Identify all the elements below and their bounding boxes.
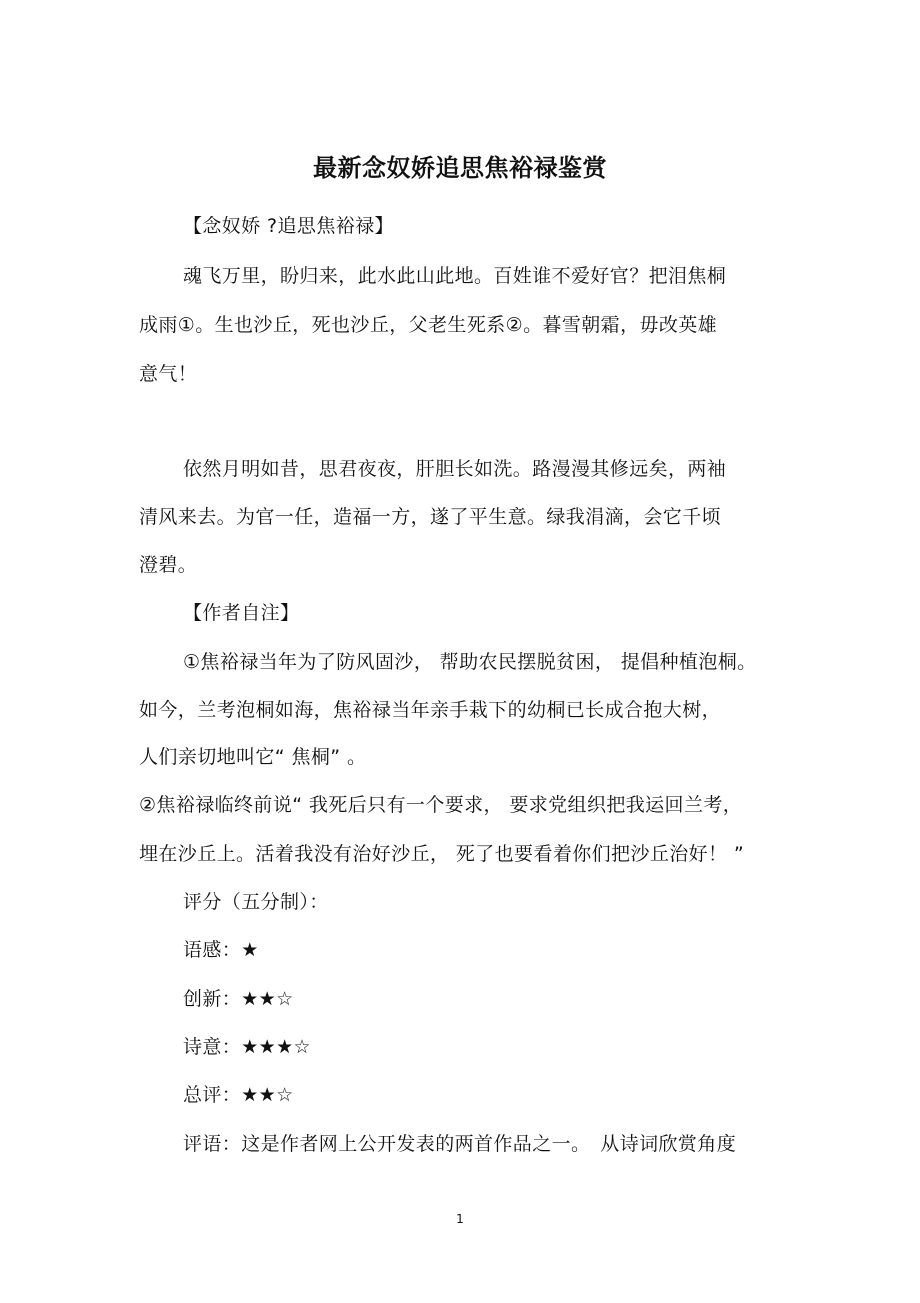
- rating-stars: ★★☆: [241, 988, 294, 1010]
- stanza2-line1: 依然月明如昔，思君夜夜，肝胆长如洗。路漫漫其修远矣，两袖: [183, 458, 727, 480]
- rating-row-overall: [183, 1083, 294, 1107]
- rating-label: 语感：: [183, 939, 242, 961]
- rating-stars: ★★☆: [241, 1084, 294, 1106]
- rating-heading: 评分（五分制）：: [183, 891, 329, 913]
- poem-heading: 【念奴娇 ?追思焦裕禄】: [183, 215, 394, 237]
- notes-heading: 【作者自注】: [183, 602, 300, 624]
- rating-stars: ★★★☆: [241, 1036, 311, 1058]
- document-title: 最新念奴娇追思焦裕禄鉴赏: [313, 154, 607, 182]
- note2-line1: ②焦裕禄临终前说“ 我死后只有一个要求， 要求党组织把我运回兰考，: [139, 794, 743, 816]
- note1-line3: 人们亲切地叫它“ 焦桐” 。: [139, 746, 367, 768]
- note1-line2: 如今，兰考泡桐如海，焦裕禄当年亲手栽下的幼桐已长成合抱大树，: [139, 699, 722, 721]
- rating-row-language: [183, 938, 259, 962]
- rating-label: 诗意：: [183, 1036, 242, 1058]
- rating-row-innovation: [183, 987, 294, 1011]
- rating-label: 创新：: [183, 988, 242, 1010]
- rating-row-poetic: [183, 1035, 311, 1059]
- note2-line2: 埋在沙丘上。活着我没有治好沙丘， 死了也要看着你们把沙丘治好！ ”: [139, 843, 745, 865]
- stanza2-line3: 澄碧。: [139, 554, 198, 576]
- stanza1-line1: 魂飞万里，盼归来，此水此山此地。百姓谁不爱好官？把泪焦桐: [183, 265, 727, 287]
- stanza2-line2: 清风来去。为官一任，造福一方，遂了平生意。绿我涓滴，会它千顷: [139, 506, 722, 528]
- page-number: 1: [456, 1212, 464, 1226]
- stanza1-line2: 成雨①。生也沙丘，死也沙丘，父老生死系②。暮雪朝霜，毋改英雄: [139, 314, 718, 336]
- rating-stars: ★: [241, 939, 259, 961]
- comment-line: 评语：这是作者网上公开发表的两首作品之一。 从诗词欣赏角度: [183, 1133, 737, 1155]
- note1-line1: ①焦裕禄当年为了防风固沙， 帮助农民摆脱贫困， 提倡种植泡桐。: [183, 651, 757, 673]
- stanza1-line3: 意气！: [139, 363, 198, 385]
- rating-label: 总评：: [183, 1084, 242, 1106]
